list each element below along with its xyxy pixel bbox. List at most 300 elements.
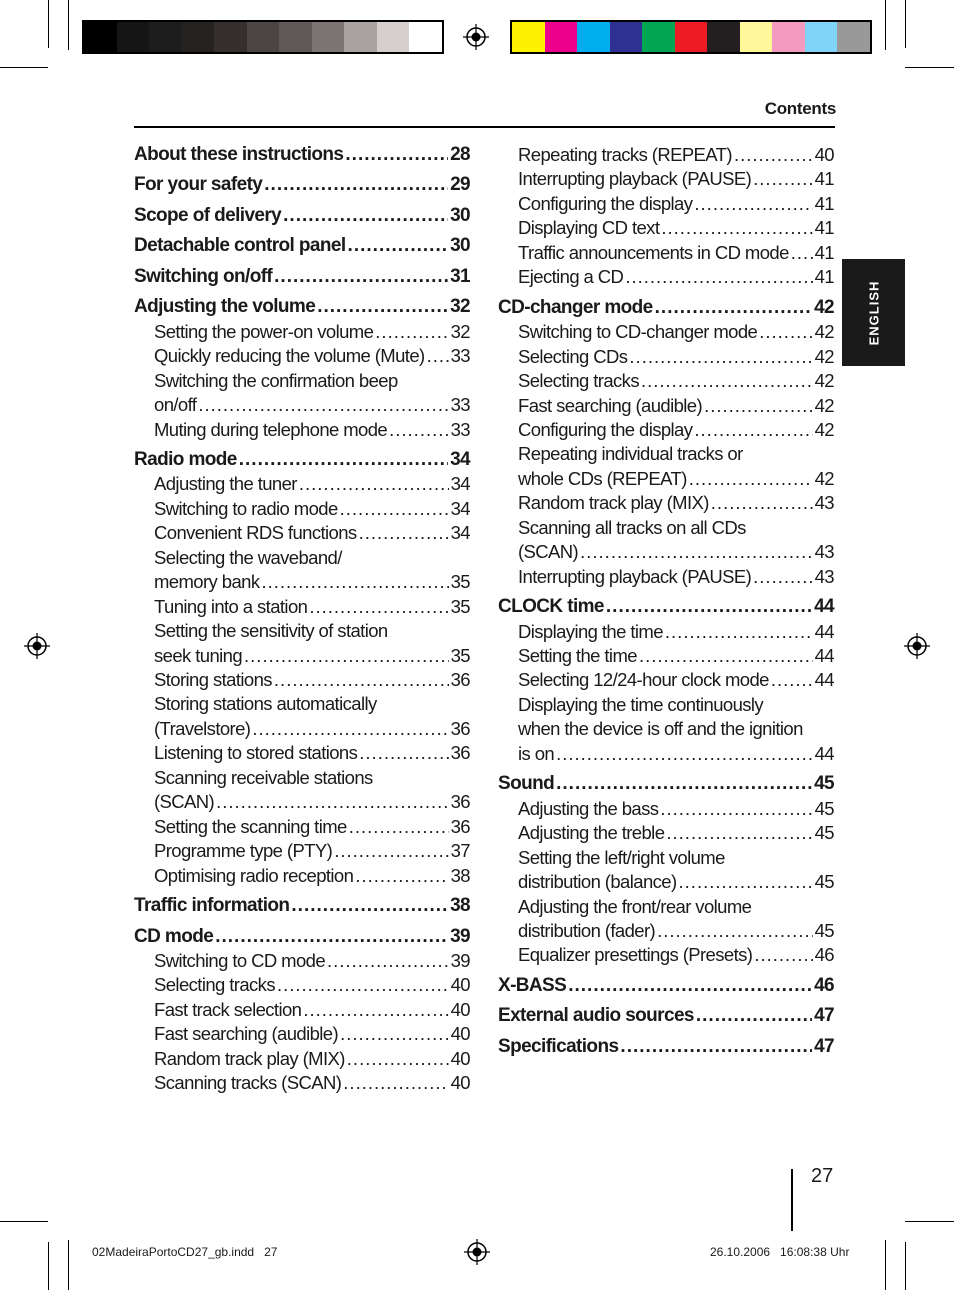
toc-entry-title: Convenient RDS functions [154,522,357,544]
toc-page-number: 34 [450,448,470,470]
toc-page-number: 37 [450,840,470,862]
toc-entry-title: CD mode [134,925,214,947]
toc-subentry[interactable] [518,565,834,589]
color-swatch [707,22,740,52]
toc-section-entry[interactable] [498,595,834,619]
toc-subentry[interactable] [154,949,470,973]
color-swatch [837,22,870,52]
toc-dot-leader [215,925,448,949]
color-swatch [247,22,280,52]
toc-page-number: 44 [814,669,834,691]
toc-dot-leader [261,570,448,594]
toc-page-number: 36 [450,815,470,837]
toc-page-number: 44 [814,620,834,642]
crop-mark [905,67,954,68]
toc-page-number: 36 [450,742,470,764]
toc-dot-leader [694,418,812,442]
toc-subentry[interactable] [154,717,470,741]
color-swatch [512,22,545,52]
toc-page-number: 45 [814,797,834,819]
toc-entry-title: Displaying the time continuously [518,693,764,715]
toc-entry-title: Configuring the display [518,192,693,214]
toc-page-number: 33 [450,345,470,367]
toc-page-number: 30 [450,235,470,257]
toc-subentry[interactable] [518,943,834,967]
toc-entry-title: distribution (fader) [518,919,656,941]
toc-entry-title: Adjusting the front/rear volume [518,895,752,917]
toc-page-number: 42 [814,394,834,416]
toc-page-number: 29 [450,174,470,196]
toc-dot-leader [274,265,448,289]
toc-entry-title: Adjusting the volume [134,296,316,318]
toc-subentry[interactable] [518,742,834,766]
toc-section-entry[interactable] [134,925,470,949]
toc-dot-leader [345,143,448,167]
toc-subentry[interactable] [518,540,834,564]
toc-page-number: 41 [814,168,834,190]
toc-subentry[interactable] [518,143,834,167]
toc-page-number: 39 [450,949,470,971]
toc-page-number: 34 [450,473,470,495]
toc-entry-title: Traffic information [134,895,290,917]
color-swatch [182,22,215,52]
toc-dot-leader [389,418,448,442]
toc-entry-title: Switching to CD mode [154,949,326,971]
toc-section-entry[interactable] [134,234,470,258]
toc-entry-title: Fast searching (audible) [154,1023,339,1045]
toc-subentry[interactable] [154,644,470,668]
toc-subentry[interactable] [518,846,834,870]
toc-dot-leader [660,797,812,821]
toc-page-number: 40 [450,1072,470,1094]
language-tab [842,259,905,366]
toc-dot-leader [427,344,449,368]
toc-dot-leader [759,320,812,344]
color-swatch [772,22,805,52]
toc-entry-title: Sound [498,773,555,795]
toc-page-number: 40 [450,998,470,1020]
toc-subentry[interactable] [154,472,470,496]
toc-dot-leader [264,173,448,197]
page-number-rule [791,1169,793,1231]
toc-subentry[interactable] [518,265,834,289]
toc-entry-title: Random track play (MIX) [154,1047,345,1069]
toc-subentry[interactable] [518,345,834,369]
toc-entry-title: is on [518,742,555,764]
toc-entry-title: Listening to stored stations [154,742,358,764]
crop-mark [48,0,49,48]
toc-subentry[interactable] [154,790,470,814]
toc-entry-title: Specifications [498,1035,619,1057]
toc-entry-title: Selecting 12/24-hour clock mode [518,669,769,691]
page-header-title: Contents [764,99,836,118]
toc-entry-title: Scope of delivery [134,204,282,226]
toc-section-entry[interactable] [498,296,834,320]
toc-dot-leader [753,167,812,191]
toc-subentry[interactable] [154,595,470,619]
color-swatch [577,22,610,52]
color-swatch [214,22,247,52]
toc-subentry[interactable] [154,546,470,570]
toc-entry-title: External audio sources [498,1005,694,1027]
toc-dot-leader [340,497,449,521]
toc-dot-leader [327,949,449,973]
toc-subentry[interactable] [154,369,470,393]
toc-subentry[interactable] [154,521,470,545]
toc-subentry[interactable] [154,692,470,716]
toc-dot-leader [689,467,813,491]
toc-section-entry[interactable] [498,772,834,796]
toc-entry-title: (SCAN) [518,541,579,563]
toc-subentry[interactable] [518,320,834,344]
toc-entry-title: Equalizer presettings (Presets) [518,944,753,966]
toc-dot-leader [568,974,812,998]
toc-page-number: 33 [450,418,470,440]
toc-dot-leader [771,668,813,692]
toc-dot-leader [277,973,449,997]
toc-page-number: 40 [450,1047,470,1069]
color-swatch [409,22,442,52]
toc-page-number: 47 [814,1005,834,1027]
toc-dot-leader [625,265,812,289]
toc-page-number: 44 [814,596,834,618]
toc-dot-leader [355,864,448,888]
toc-page-number: 34 [450,497,470,519]
toc-page-number: 45 [814,871,834,893]
toc-page-number: 30 [450,204,470,226]
toc-page-number: 42 [814,321,834,343]
footer-timestamp: 26.10.2006 16:08:38 Uhr [710,1245,850,1259]
toc-page-number: 44 [814,645,834,666]
toc-section-entry[interactable] [134,448,470,472]
toc-page-number: 43 [814,492,834,514]
toc-entry-title: when the device is off and the ignition [518,718,803,740]
toc-dot-leader [556,742,813,766]
crop-mark [905,0,906,48]
color-swatch [84,22,117,52]
crop-mark [885,1240,886,1290]
toc-entry-title: Setting the left/right volume [518,846,725,868]
toc-page-number: 40 [450,974,470,996]
toc-entry-title: distribution (balance) [518,871,677,893]
toc-entry-title: Storing stations automatically [154,693,377,715]
toc-dot-leader [347,1047,449,1071]
toc-page-number: 36 [450,717,470,739]
toc-subentry[interactable] [154,393,470,417]
color-swatch [740,22,773,52]
toc-entry-title: For your safety [134,174,263,196]
toc-subentry[interactable] [154,344,470,368]
toc-entry-title: Adjusting the tuner [154,473,297,495]
toc-subentry[interactable] [518,491,834,515]
toc-subentry[interactable] [518,717,834,741]
toc-dot-leader [375,320,448,344]
toc-subentry[interactable] [154,619,470,643]
toc-page-number: 31 [450,265,470,287]
toc-subentry[interactable] [518,644,834,668]
toc-entry-title: Selecting tracks [154,974,275,996]
toc-entry-title: seek tuning [154,644,243,666]
toc-entry-title: Muting during telephone mode [154,418,388,440]
toc-subentry[interactable] [154,320,470,344]
toc-dot-leader [359,741,448,765]
toc-dot-leader [343,1071,448,1095]
toc-dot-leader [283,204,448,228]
crop-mark [905,1242,906,1290]
toc-subentry[interactable] [518,216,834,240]
toc-dot-leader [734,143,813,167]
toc-page-number: 33 [450,394,470,416]
toc-entry-title: Interrupting playback (PAUSE) [518,565,752,587]
toc-page-number: 41 [814,192,834,214]
toc-subentry[interactable] [518,442,834,466]
toc-dot-leader [216,790,448,814]
toc-dot-leader [661,216,812,240]
color-swatch [312,22,345,52]
footer-file-name: 02MadeiraPortoCD27_gb.indd 27 [92,1245,278,1259]
toc-dot-leader [629,345,812,369]
toc-page-number: 39 [450,925,470,947]
crop-mark [68,0,69,50]
toc-entry-title: Quickly reducing the volume (Mute) [154,345,425,367]
toc-page-number: 35 [450,595,470,617]
toc-entry-title: Detachable control panel [134,235,346,257]
toc-entry-title: Setting the sensitivity of station [154,620,388,642]
toc-dot-leader [655,296,812,320]
toc-section-entry[interactable] [134,143,470,167]
crop-mark [0,1221,48,1222]
toc-dot-leader [696,1004,812,1028]
toc-subentry[interactable] [154,668,470,692]
language-tab-label: ENGLISH [866,280,881,345]
toc-subentry[interactable] [154,973,470,997]
color-swatch [377,22,410,52]
toc-page-number: 42 [814,345,834,367]
toc-subentry[interactable] [518,797,834,821]
toc-entry-title: X-BASS [498,974,567,996]
toc-section-entry[interactable] [498,1004,834,1028]
toc-page-number: 36 [450,669,470,690]
toc-subentry[interactable] [154,1047,470,1071]
toc-entry-title: (SCAN) [154,791,215,813]
crop-mark [905,1221,954,1222]
toc-subentry[interactable] [154,815,470,839]
color-swatch [149,22,182,52]
toc-page-number: 35 [450,644,470,666]
toc-entry-title: Programme type (PTY) [154,840,333,862]
color-swatch [675,22,708,52]
toc-entry-title: memory bank [154,571,260,593]
toc-subentry[interactable] [154,570,470,594]
toc-dot-leader [666,821,812,845]
toc-subentry[interactable] [518,693,834,717]
toc-dot-leader [252,717,448,741]
toc-subentry[interactable] [154,497,470,521]
toc-dot-leader [244,644,449,668]
toc-subentry[interactable] [518,418,834,442]
toc-dot-leader [694,192,812,216]
process-color-bar [510,20,872,54]
toc-section-entry[interactable] [134,204,470,228]
toc-section-entry[interactable] [134,265,470,289]
toc-dot-leader [303,998,448,1022]
toc-section-entry[interactable] [134,173,470,197]
grayscale-color-bar [82,20,444,54]
toc-entry-title: Ejecting a CD [518,266,624,288]
toc-section-entry[interactable] [134,295,470,319]
toc-dot-leader [639,644,813,668]
toc-subentry[interactable] [518,919,834,943]
toc-dot-leader [291,894,448,918]
toc-entry-title: Adjusting the bass [518,797,659,819]
registration-mark-icon [464,1239,490,1265]
toc-subentry[interactable] [518,394,834,418]
toc-dot-leader [704,394,813,418]
toc-entry-title: Traffic announcements in CD mode [518,241,789,263]
toc-subentry[interactable] [154,741,470,765]
toc-entry-title: Interrupting playback (PAUSE) [518,168,752,190]
toc-page-number: 45 [814,773,834,795]
toc-subentry[interactable] [518,369,834,393]
toc-entry-title: Switching to CD-changer mode [518,321,758,343]
toc-section-entry[interactable] [498,974,834,998]
toc-subentry[interactable] [518,895,834,919]
toc-page-number: 47 [814,1035,834,1057]
toc-page-number: 45 [814,919,834,941]
toc-dot-leader [299,472,449,496]
registration-mark-icon [463,24,489,50]
toc-dot-leader [754,943,812,967]
toc-dot-leader [340,1022,449,1046]
toc-entry-title: whole CDs (REPEAT) [518,467,687,489]
toc-entry-title: Storing stations [154,669,272,690]
toc-entry-title: Repeating individual tracks or [518,443,743,465]
toc-subentry[interactable] [154,1071,470,1095]
color-swatch [642,22,675,52]
toc-page-number: 46 [814,974,834,996]
toc-subentry[interactable] [518,821,834,845]
toc-dot-leader [606,595,812,619]
toc-dot-leader [657,919,813,943]
registration-mark-icon [24,633,50,659]
toc-entry-title: Radio mode [134,448,237,470]
toc-subentry[interactable] [154,1022,470,1046]
toc-subentry[interactable] [154,766,470,790]
color-swatch [610,22,643,52]
toc-entry-title: Tuning into a station [154,595,308,617]
toc-subentry[interactable] [154,998,470,1022]
toc-entry-title: Scanning receivable stations [154,766,373,788]
toc-subentry[interactable] [518,467,834,491]
header-rule [134,126,835,128]
crop-mark [0,67,48,68]
toc-entry-title: Selecting the waveband/ [154,546,342,568]
toc-dot-leader [556,772,812,796]
toc-dot-leader [317,295,448,319]
toc-entry-title: Displaying the time [518,620,663,642]
toc-page-number: 38 [450,895,470,917]
toc-dot-leader [349,815,449,839]
toc-dot-leader [679,870,813,894]
toc-dot-leader [309,595,448,619]
toc-dot-leader [274,668,449,692]
color-swatch [545,22,578,52]
toc-entry-title: Random track play (MIX) [518,492,709,514]
toc-page-number: 40 [450,1023,470,1045]
toc-subentry[interactable] [518,241,834,265]
toc-entry-title: Repeating tracks (REPEAT) [518,144,732,165]
toc-subentry[interactable] [154,839,470,863]
toc-subentry[interactable] [154,864,470,888]
toc-page-number: 32 [450,320,470,342]
toc-page-number: 28 [450,144,470,165]
crop-mark [48,1242,49,1290]
toc-entry-title: Fast track selection [154,998,302,1020]
toc-page-number: 41 [814,217,834,239]
color-swatch [279,22,312,52]
toc-subentry[interactable] [518,668,834,692]
toc-entry-title: Setting the scanning time [154,815,347,837]
toc-page-number: 44 [814,742,834,764]
toc-page-number: 46 [814,944,834,966]
toc-entry-title: (Travelstore) [154,717,251,739]
color-swatch [117,22,150,52]
toc-entry-title: Optimising radio reception [154,864,354,886]
toc-section-entry[interactable] [134,894,470,918]
crop-mark [68,1240,69,1290]
toc-page-number: 41 [814,266,834,288]
toc-entry-title: Adjusting the treble [518,822,665,844]
toc-dot-leader [198,393,448,417]
toc-subentry[interactable] [518,167,834,191]
toc-subentry[interactable] [518,620,834,644]
registration-mark-icon [904,633,930,659]
toc-dot-leader [711,491,813,515]
toc-subentry[interactable] [154,418,470,442]
toc-section-entry[interactable] [498,1035,834,1059]
toc-dot-leader [620,1035,812,1059]
toc-entry-title: Displaying CD text [518,217,660,239]
toc-entry-title: Setting the power-on volume [154,320,374,342]
toc-dot-leader [753,565,812,589]
toc-subentry[interactable] [518,192,834,216]
toc-subentry[interactable] [518,870,834,894]
toc-page-number: 43 [814,541,834,563]
toc-dot-leader [641,369,813,393]
toc-page-number: 42 [814,418,834,440]
toc-subentry[interactable] [518,516,834,540]
toc-entry-title: Setting the time [518,645,637,666]
toc-entry-title: Fast searching (audible) [518,394,703,416]
toc-entry-title: on/off [154,394,197,416]
toc-entry-title: Switching to radio mode [154,497,338,519]
toc-entry-title: Selecting tracks [518,370,639,392]
toc-page-number: 43 [814,565,834,587]
toc-dot-leader [239,448,448,472]
toc-page-number: 32 [450,296,470,318]
toc-page-number: 42 [814,370,834,392]
toc-page-number: 40 [814,144,834,165]
toc-entry-title: CLOCK time [498,596,604,618]
toc-entry-title: Scanning all tracks on all CDs [518,516,746,538]
toc-page-number: 38 [450,864,470,886]
toc-dot-leader [334,839,448,863]
toc-page-number: 41 [814,241,834,263]
toc-entry-title: Configuring the display [518,418,693,440]
toc-dot-leader [791,241,813,265]
toc-page-number: 42 [814,296,834,318]
toc-page-number: 36 [450,791,470,813]
